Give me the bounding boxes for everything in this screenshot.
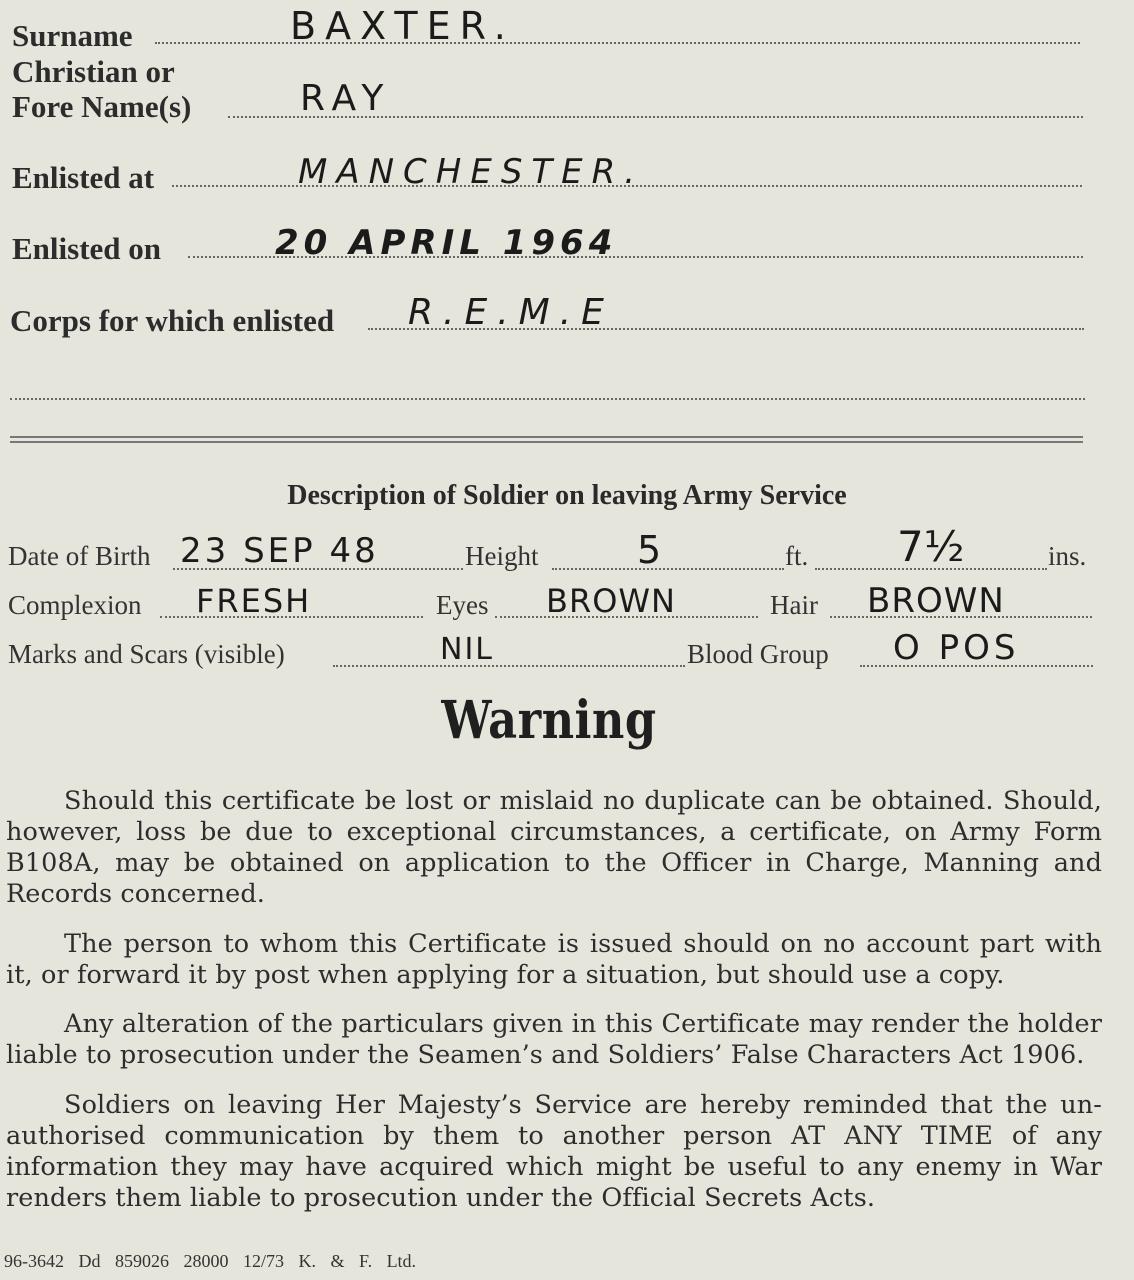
dob-value: 23 SEP 48 [180, 531, 379, 571]
warning-paragraph-3: Any alteration of the particulars given in this Certificate may render the holder liable to prosecution under the Seamen’s and Soldiers’ False Characters Act 1906. [6, 1009, 1102, 1070]
surname-value: BAXTER. [290, 4, 515, 48]
height-ft-label: ft. [785, 541, 809, 571]
height-ins-label: ins. [1048, 541, 1087, 571]
enlisted-on-value: 20 APRIL 1964 [275, 223, 618, 263]
corps-value: R.E.M.E [408, 292, 614, 333]
complexion-value: FRESH [196, 582, 312, 620]
forenames-value: RAY [300, 78, 392, 119]
marks-scars-dotted-line [333, 665, 685, 667]
warning-paragraph-1: Should this certificate be lost or mislaid no duplicate can be obtained. Should, however, loss be due to exceptional circumstances, a certificate, on Army Form B108A, may be obtained on application to the Officer in Charge, Manning and Records concerned. [6, 786, 1102, 909]
warning-paragraph-4: Soldiers on leaving Her Majesty’s Service are hereby reminded that the un-authorised communication by them to another person AT ANY TIME of any information they may have acquired which might be useful to any enemy in War renders them liable to prosecution under the Official Secrets Acts. [6, 1090, 1102, 1213]
eyes-value: BROWN [546, 582, 676, 620]
enlisted-on-label: Enlisted on [12, 231, 162, 266]
corps-label: Corps for which enlisted [10, 303, 335, 338]
divider-rule-bottom [10, 441, 1083, 443]
hair-value: BROWN [867, 581, 1005, 621]
marks-scars-value: NIL [440, 632, 495, 667]
blank-dotted-line [10, 398, 1085, 400]
enlisted-at-value: MANCHESTER. [298, 152, 645, 192]
blood-group-label: Blood Group [687, 639, 829, 669]
description-heading: Description of Soldier on leaving Army Service [287, 480, 847, 511]
warning-paragraph-2: The person to whom this Certificate is issued should on no account part with it, or forward it by post when applying for a situation, but should use a copy. [6, 929, 1102, 990]
height-inches-value: 7½ [897, 522, 965, 571]
dob-label: Date of Birth [8, 541, 151, 571]
marks-scars-label: Marks and Scars (visible) [8, 639, 285, 669]
divider-rule-top [10, 436, 1083, 438]
forenames-label: Fore Name(s) [12, 89, 192, 124]
surname-label: Surname [12, 18, 133, 53]
print-code-footer: 96-3642 Dd 859026 28000 12/73 K. & F. Ltd. [4, 1251, 417, 1271]
christian-name-label: Christian or [12, 54, 175, 89]
height-feet-dotted-line [552, 568, 784, 570]
height-label: Height [465, 541, 539, 571]
complexion-label: Complexion [8, 590, 142, 620]
blood-group-value: O POS [893, 628, 1020, 668]
enlisted-at-label: Enlisted at [12, 160, 155, 195]
hair-label: Hair [770, 590, 818, 620]
warning-title: Warning [441, 690, 657, 751]
eyes-label: Eyes [436, 590, 489, 620]
height-feet-value: 5 [637, 528, 662, 572]
